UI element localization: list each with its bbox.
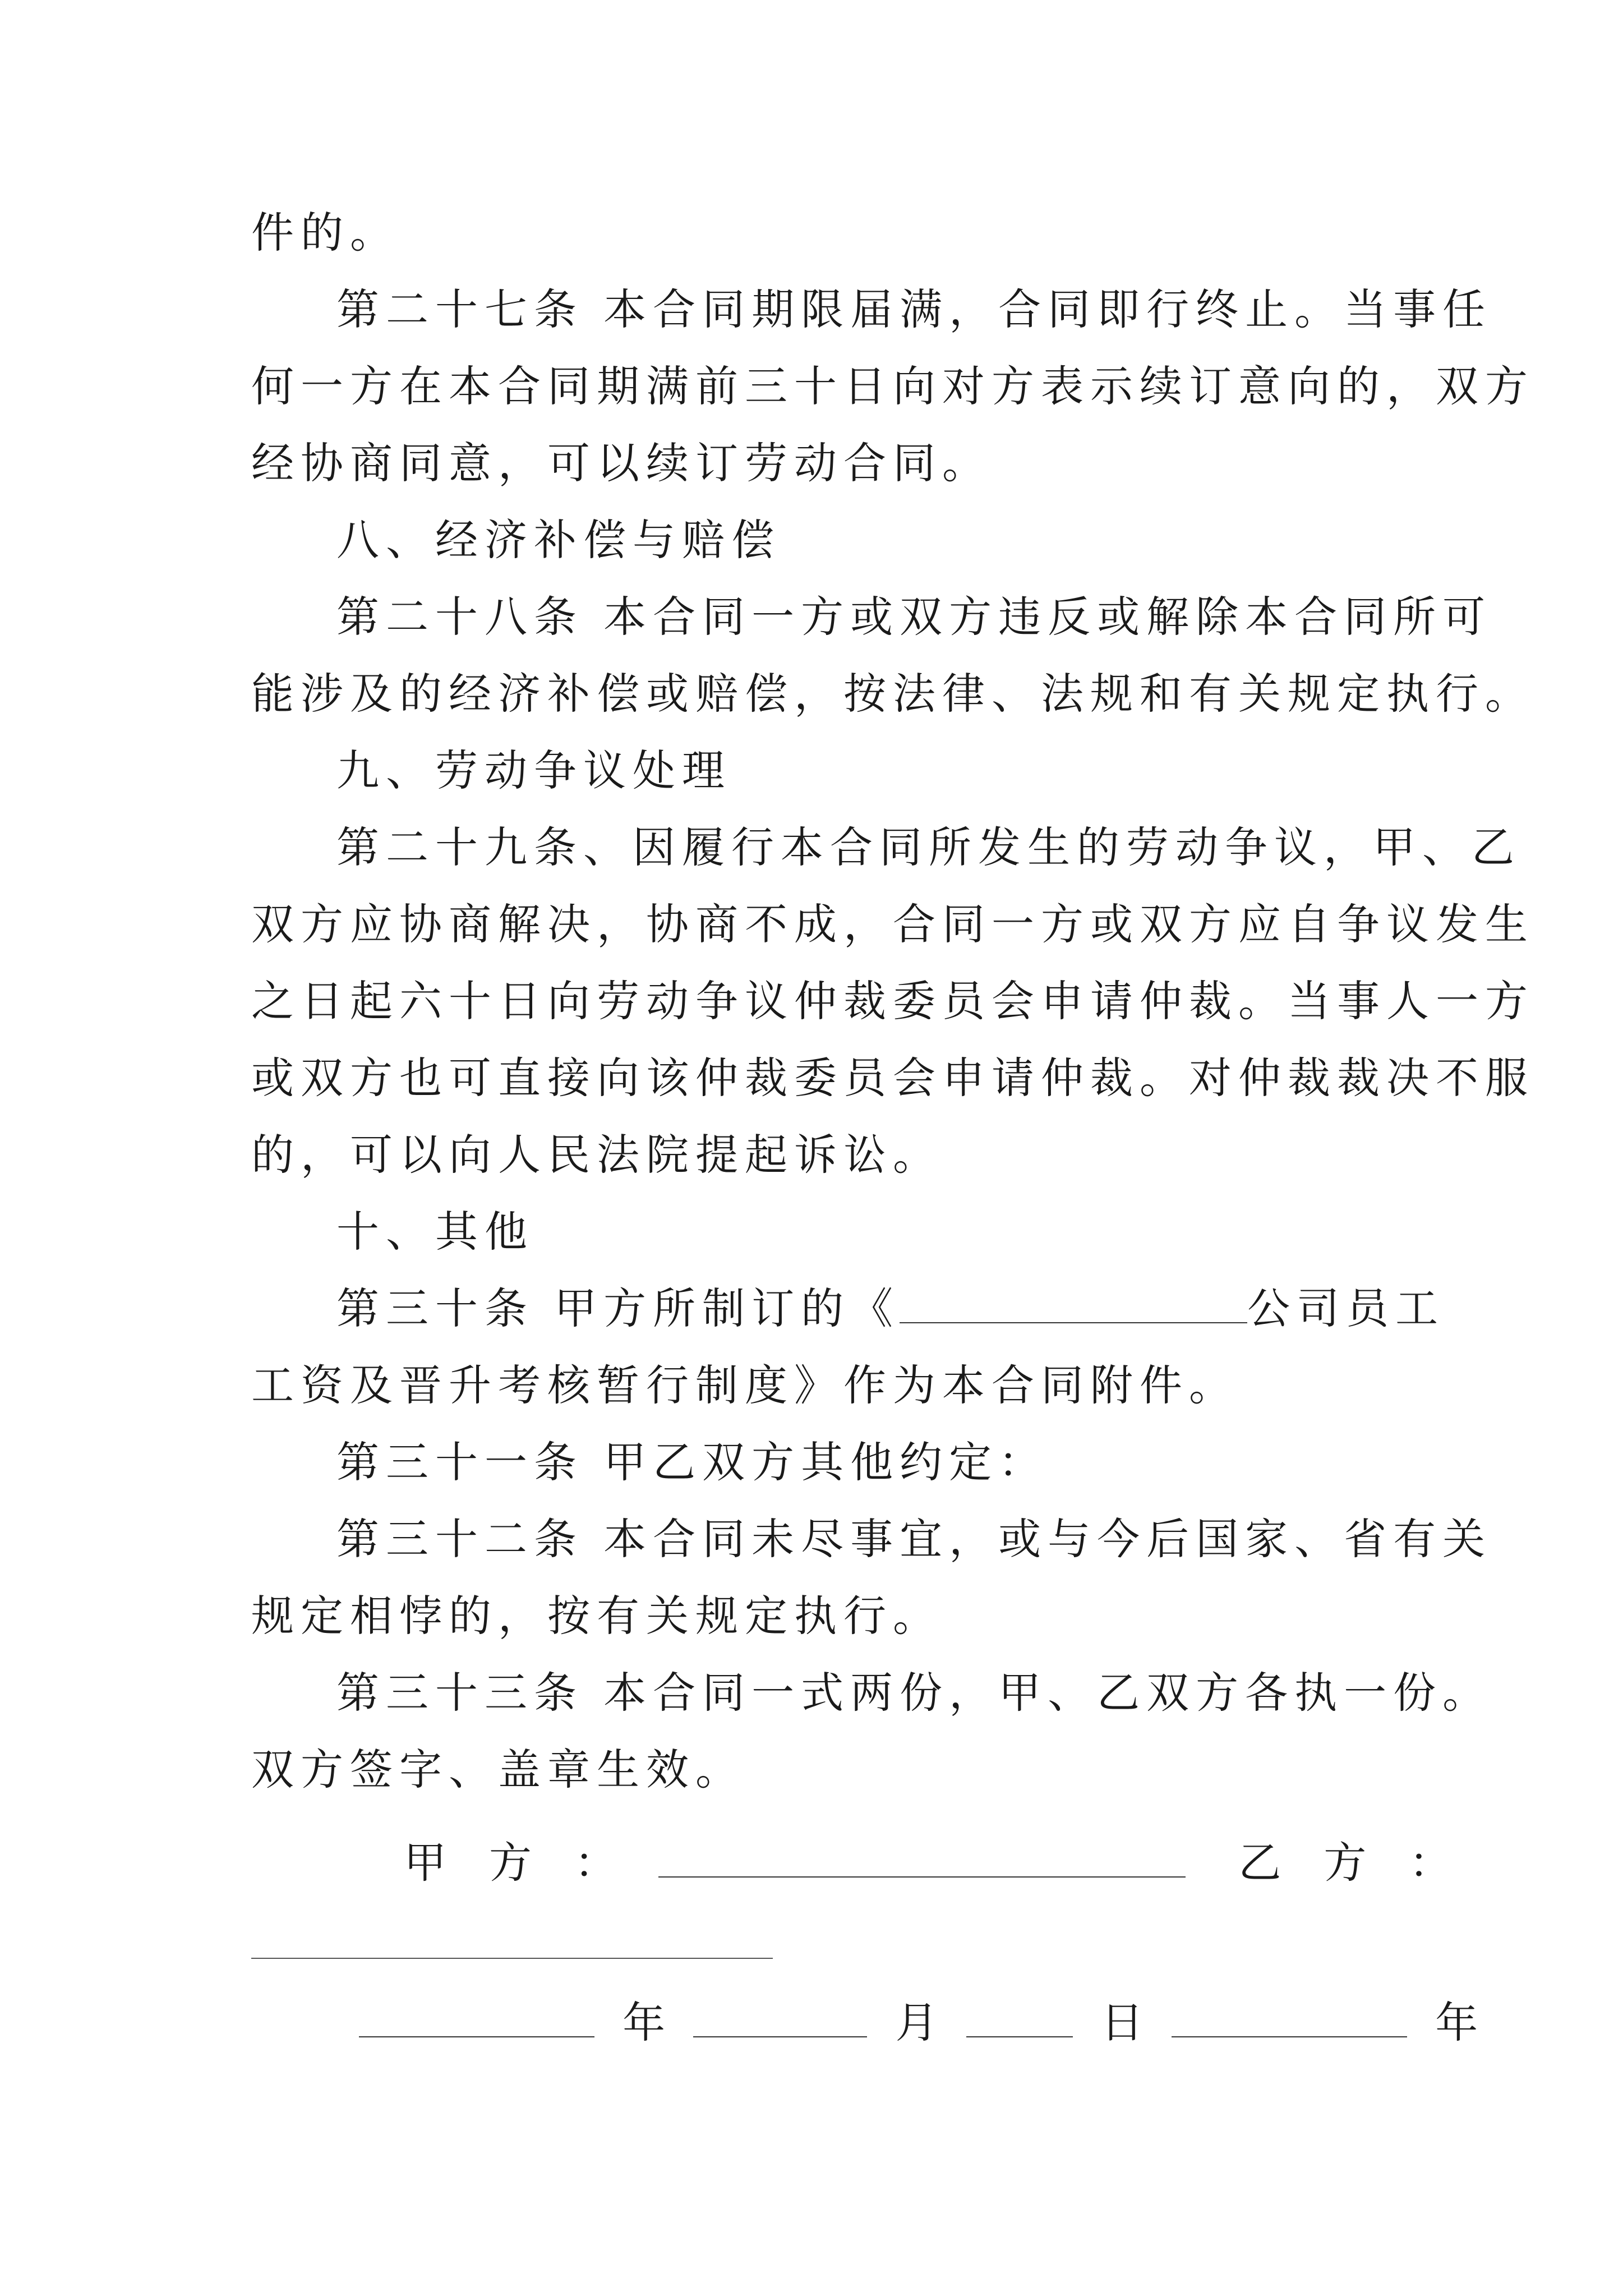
paragraph-line: 第三十三条 本合同一式两份，甲、乙双方各执一份。 [336, 1668, 1492, 1718]
party-b-signature-blank[interactable] [251, 1958, 773, 1959]
paragraph-line: 规定相悖的，按有关规定执行。 [251, 1591, 942, 1641]
paragraph-line: 第二十八条 本合同一方或双方违反或解除本合同所可 [336, 592, 1492, 642]
year-blank-b[interactable] [1172, 2001, 1407, 2037]
month-blank[interactable] [693, 2001, 867, 2037]
month-label: 月 [895, 1998, 938, 2047]
paragraph-line: 或双方也可直接向该仲裁委员会申请仲裁。对仲裁裁决不服 [251, 1053, 1534, 1103]
party-b-label: 乙 方 ： [1238, 1838, 1452, 1888]
party-a-label: 甲 方 ： [404, 1838, 617, 1888]
document-page [251, 194, 1534, 1808]
paragraph-line: 第三十一条 甲乙双方其他约定： [336, 1437, 1048, 1487]
paragraph-line: 九、劳动争议处理 [336, 746, 731, 795]
day-blank[interactable] [966, 2001, 1073, 2037]
paragraph-line: 第三十二条 本合同未尽事宜，或与今后国家、省有关 [336, 1514, 1492, 1564]
article-30-line-2: 工资及晋升考核暂行制度》作为本合同附件。 [251, 1360, 1238, 1410]
year-blank-a[interactable] [359, 2001, 594, 2037]
paragraph-line: 件的。 [251, 208, 399, 257]
contract-body-continued [251, 1424, 1492, 1808]
year-label-b: 年 [1435, 1998, 1478, 2047]
day-label: 日 [1100, 1998, 1144, 2047]
paragraph-line: 之日起六十日向劳动争议仲裁委员会申请仲裁。当事人一方 [251, 976, 1534, 1026]
paragraph-line: 双方应协商解决，协商不成，合同一方或双方应自争议发生 [251, 899, 1534, 949]
year-label-a: 年 [623, 1998, 666, 2047]
paragraph-line: 何一方在本合同期满前三十日向对方表示续订意向的，双方 [251, 361, 1534, 411]
paragraph-line: 的，可以向人民法院提起诉讼。 [251, 1130, 942, 1180]
paragraph-line: 双方签字、盖章生效。 [251, 1745, 745, 1795]
paragraph-line: 第二十七条 本合同期限届满，合同即行终止。当事任 [336, 284, 1492, 334]
party-a-signature-blank[interactable] [658, 1842, 1186, 1878]
paragraph-line: 十、其他 [336, 1207, 534, 1257]
article-30-prefix: 第三十条 甲方所制订的《 [336, 1283, 900, 1333]
paragraph-line: 八、经济补偿与赔偿 [336, 515, 781, 565]
contract-body [251, 194, 1534, 1270]
paragraph-line: 第二十九条、因履行本合同所发生的劳动争议，甲、乙 [336, 822, 1521, 872]
article-30-line-1 [251, 1270, 1445, 1347]
paragraph-line: 能涉及的经济补偿或赔偿，按法律、法规和有关规定执行。 [251, 669, 1534, 719]
paragraph-line: 经协商同意，可以续订劳动合同。 [251, 438, 992, 488]
article-30-suffix: 公司员工 [1247, 1283, 1445, 1333]
signature-row [404, 1829, 1451, 1890]
company-name-blank[interactable] [900, 1287, 1247, 1323]
date-row [359, 1989, 1478, 2050]
